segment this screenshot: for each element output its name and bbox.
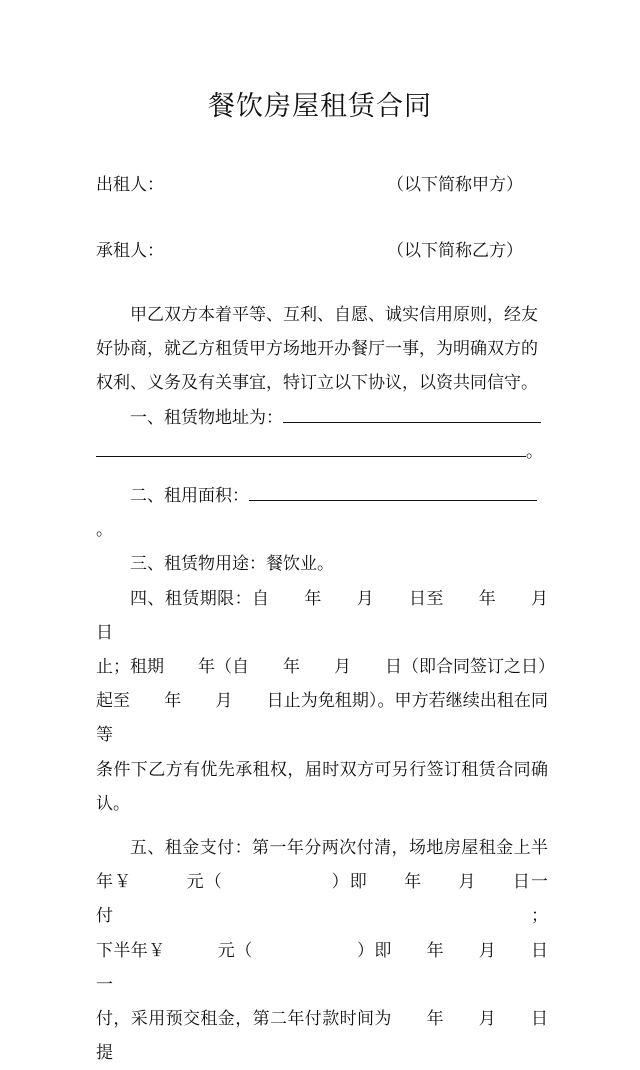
clause-5-line-1: 五、租金支付：第一年分两次付清，场地房屋租金上半: [130, 838, 548, 859]
area-blank: [249, 480, 537, 501]
clause-4-line-4: 条件下乙方有优先承租权，届时双方可另行签订租赁合同确: [96, 759, 548, 780]
clause-4-line-1: 四、租赁期限：自 年 月 日至 年 月 日: [96, 588, 582, 643]
clause-1-label: 一、租赁物地址为：: [130, 407, 283, 428]
lessor-label: 出租人：: [96, 175, 164, 195]
document-title: 餐饮房屋租赁合同: [208, 91, 432, 122]
clause-1-end: 。: [526, 441, 543, 462]
clause-5-line-4: 付，采用预交租金，第二年付款时间为 年 月 日提: [96, 1009, 548, 1064]
contract-body: [96, 298, 582, 1070]
clause-3: 三、租赁物用途：餐饮业。: [130, 554, 334, 575]
clause-2: [96, 479, 548, 547]
clause-2-end: 。: [96, 520, 113, 541]
clause-4-line-3: 起至 年 月 日止为免租期）。甲方若继续出租在同等: [96, 691, 548, 746]
clause-4-line-5: 认。: [96, 793, 130, 814]
preamble-line-3: 权利、义务及有关事宜，特订立以下协议，以资共同信守。: [96, 373, 538, 394]
clause-5-line-2: 年￥ 元（ ）即 年 月 日一付；: [96, 872, 548, 927]
lessor-note: （以下简称甲方）: [387, 175, 523, 195]
preamble-line-2: 好协商，就乙方租赁甲方场地开办餐厅一事，为明确双方的: [96, 339, 538, 360]
lessee-note: （以下简称乙方）: [387, 241, 523, 261]
lessee-label: 承租人：: [96, 241, 164, 261]
clause-4-line-2: 止；租期 年（自 年 月 日（即合同签订之日）: [96, 657, 555, 678]
clause-1: [96, 401, 548, 435]
clause-1-continued: [96, 435, 548, 469]
address-blank-1: [283, 402, 541, 423]
clause-5-line-3: 下半年￥ 元（ ）即 年 月 日一: [96, 940, 548, 995]
preamble-line-1: 甲乙双方本着平等、互利、自愿、诚实信用原则，经友: [130, 305, 538, 325]
clause-2-label: 二、租用面积：: [130, 486, 249, 507]
address-blank-2: [96, 436, 526, 457]
